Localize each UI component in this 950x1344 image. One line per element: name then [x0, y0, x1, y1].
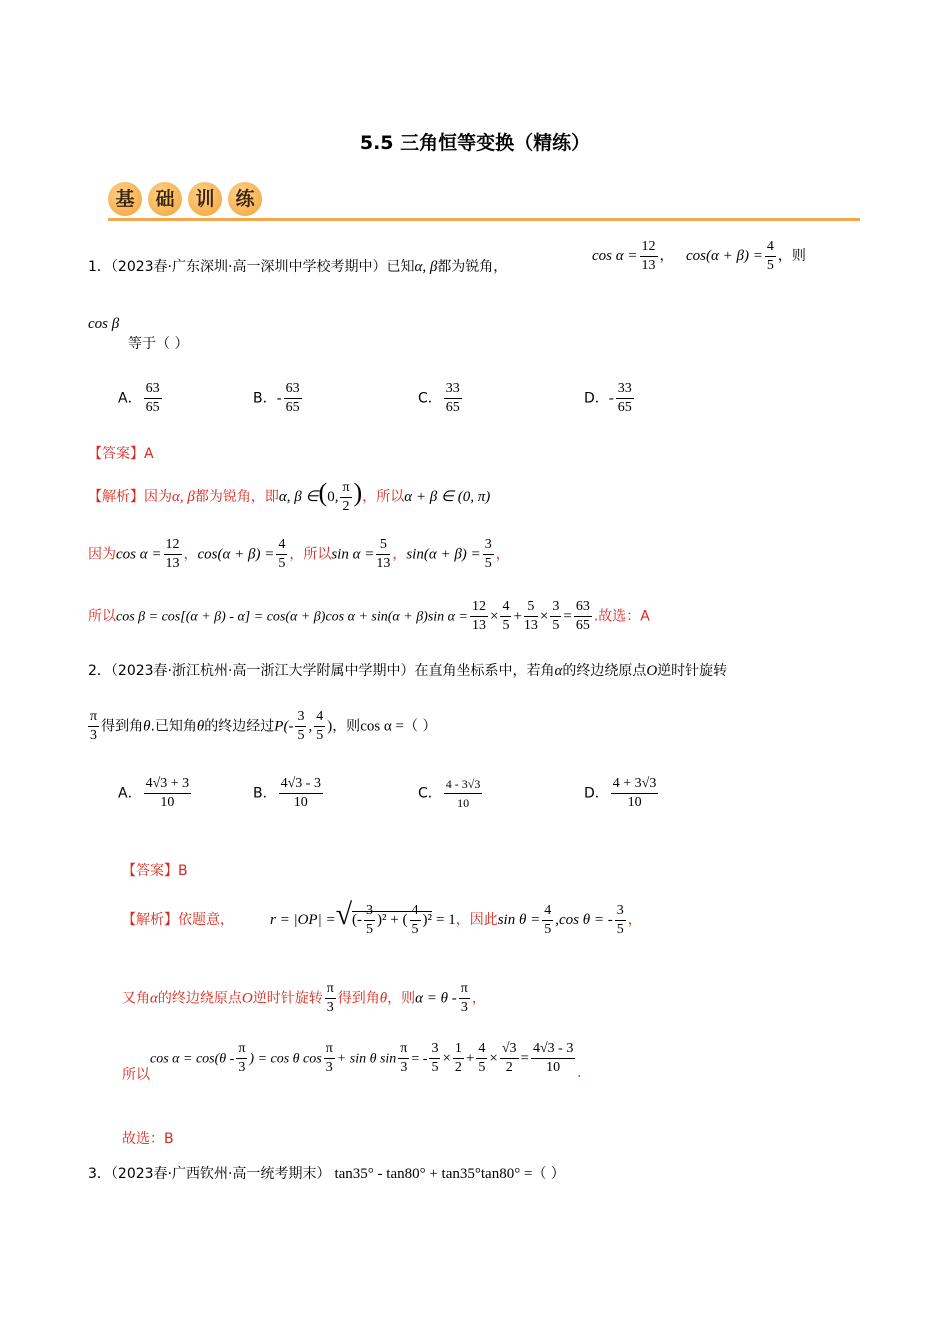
denominator: 2 [505, 1060, 513, 1075]
text: 都为锐角，即 [194, 489, 279, 505]
denominator: 65 [617, 400, 632, 415]
denominator: 5 [544, 921, 552, 937]
numerator: 4 [314, 708, 325, 727]
numerator: 63 [144, 380, 162, 399]
banner-char: 练 [228, 182, 262, 216]
denominator: 13 [376, 556, 391, 571]
denominator: 2 [342, 498, 350, 514]
q2-analysis-line1: 【解析】依题意， r = |OP| =√(- $\frac{3}{5}$ )² + ( $\frac{4}{5}$ )² = 1，因此sin θ = $\frac{4}{5}$ ,cos θ = - $\frac{3}{5}$ ， [122, 898, 642, 938]
text: ，则 [332, 718, 361, 735]
text: 逆时针旋转 [252, 990, 323, 1007]
denominator: 10 [627, 795, 642, 810]
fraction [444, 380, 462, 417]
denominator: 10 [457, 796, 470, 810]
option-label: A． [118, 785, 142, 802]
numerator: 12 [470, 598, 488, 617]
section-banner [108, 182, 268, 220]
text: 得到角 [337, 990, 380, 1007]
q2-stem-line1 [88, 660, 727, 680]
banner-char: 训 [188, 182, 222, 216]
denominator: 3 [400, 1060, 408, 1075]
numerator: 4 + 3√3 [611, 775, 659, 794]
denominator: 3 [90, 728, 98, 743]
fraction [640, 238, 658, 275]
question-source: （2023春·浙江杭州·高一浙江大学附属中学期中）在直角坐标系中，若角 [110, 663, 555, 679]
denominator: 65 [575, 618, 590, 633]
q1-cos-beta: cos β [88, 316, 120, 332]
sign: - [608, 390, 614, 407]
numerator: π [459, 980, 470, 999]
numerator: π [324, 1040, 335, 1059]
ask: （ ） [532, 1166, 565, 1182]
option-label: C． [418, 390, 442, 407]
numerator: 4 [500, 598, 511, 617]
numerator: 63 [284, 380, 302, 399]
numerator: 3 [550, 598, 561, 617]
numerator: 4 [476, 1040, 487, 1059]
q1-option-c[interactable] [418, 380, 464, 417]
fraction [144, 380, 162, 417]
option-label: B． [253, 785, 277, 802]
denominator: 5 [411, 922, 419, 938]
denominator: 5 [502, 618, 510, 633]
numerator: 33 [444, 380, 462, 399]
denominator: 13 [165, 556, 180, 571]
numerator: 3 [429, 1040, 440, 1059]
expr: ) = cos θ cos [249, 1051, 322, 1067]
denominator: 5 [297, 728, 305, 743]
q2-option-a[interactable] [118, 775, 193, 812]
analysis-label: 【解析】 [88, 489, 144, 505]
fraction [574, 598, 592, 635]
text: 的终边经过 [204, 718, 275, 735]
ask: （ ） [404, 718, 437, 735]
vars: α, β [414, 259, 438, 275]
fraction [470, 598, 488, 635]
numerator: 4√3 - 3 [531, 1040, 575, 1059]
text: ，因此 [455, 912, 498, 928]
q1-stem [88, 256, 507, 276]
numerator: 4√3 + 3 [144, 775, 192, 794]
q1-answer: 【答案】A [88, 446, 154, 462]
text: 的终边绕原点 [157, 990, 242, 1007]
denominator: 13 [641, 258, 656, 273]
denominator: 10 [546, 1060, 561, 1075]
numerator: 4 - 3√3 [444, 775, 483, 794]
numerator: 4√3 - 3 [279, 775, 323, 794]
var: O [646, 663, 658, 679]
q2-analysis-line2: 又角α的终边绕原点O逆时针旋转 $\frac{\pi}{3}$ 得到角θ，则α = θ - $\frac{\pi}{3}$ ， [122, 981, 486, 1015]
q1-cos-alpha-beta [686, 238, 806, 275]
numerator: 3 [615, 902, 626, 921]
text: ，所以 [362, 489, 405, 505]
expr: = 1 [436, 912, 456, 928]
banner-char: 础 [148, 182, 182, 216]
expr: cos α = [592, 247, 638, 264]
numerator: π [398, 1040, 409, 1059]
numerator: 63 [574, 598, 592, 617]
q1-option-a[interactable] [118, 380, 164, 417]
text: ，所以 [289, 546, 332, 563]
fraction [524, 598, 538, 635]
q1-option-b[interactable] [253, 380, 304, 417]
expr: α = θ - [415, 990, 457, 1007]
q1-cos-alpha: cos α = $\frac{12}{13}$ ， [592, 239, 674, 273]
expr: = - [411, 1051, 428, 1067]
fraction [550, 598, 561, 635]
text: 逆时针旋转 [657, 663, 728, 679]
expr: cos(α + β) = [197, 546, 275, 563]
question-number: 3． [88, 1166, 111, 1182]
question-number: 2． [88, 663, 111, 679]
expr: sin α = [331, 546, 375, 563]
denominator: 10 [160, 795, 175, 810]
denominator: 2 [454, 1060, 462, 1075]
denominator: 3 [325, 1060, 333, 1075]
fraction [88, 708, 99, 745]
question-number: 1． [88, 259, 111, 275]
question-source: （2023春·广西钦州·高一统考期末） [110, 1166, 331, 1182]
denominator: 3 [326, 1000, 334, 1015]
denominator: 5 [766, 258, 774, 273]
expr: cos(α + β) = [686, 247, 763, 264]
denominator: 5 [366, 922, 374, 938]
fraction [500, 598, 511, 635]
fraction [279, 775, 323, 812]
denominator: 5 [616, 921, 624, 937]
expr: 0, [327, 489, 339, 505]
analysis-label: 【解析】 [122, 912, 178, 928]
stem-text: ，则 [777, 247, 806, 264]
denominator: 5 [484, 556, 492, 571]
expr: sin(α + β) = [406, 546, 481, 563]
numerator: 4 [765, 238, 776, 257]
text: 的终边绕原点 [562, 663, 647, 679]
expr: + sin θ sin [336, 1051, 397, 1067]
section-divider [108, 218, 860, 221]
denominator: 65 [145, 400, 160, 415]
fraction [376, 536, 390, 573]
text: ，则 [387, 990, 416, 1007]
q2-option-c[interactable] [418, 775, 484, 812]
numerator: 12 [164, 536, 182, 555]
denominator: 5 [478, 1060, 486, 1075]
var: θ [196, 718, 205, 735]
expr: sin θ = [497, 912, 541, 928]
fraction [444, 775, 483, 812]
q3-stem [88, 1163, 565, 1183]
fraction [144, 775, 192, 812]
numerator: π [340, 479, 351, 498]
question-source: （2023春·广东深圳·高一深圳中学校考期中）已知 [110, 259, 415, 275]
numerator: 5 [376, 536, 390, 555]
numerator: 4 [410, 902, 421, 921]
expr: r = |OP| = [270, 912, 336, 928]
expr: cos θ = - [558, 912, 613, 928]
fraction [483, 536, 494, 573]
numerator: √3 [500, 1040, 519, 1059]
numerator: π [236, 1040, 247, 1059]
var: θ [379, 990, 388, 1007]
fraction [616, 380, 634, 417]
fraction [164, 536, 182, 573]
q1-analysis-line3: 所以cos β = cos[(α + β) - α] = cos(α + β)cos α + sin(α + β)sin α = $\frac{12}{13}$ × $\frac{4}{5}$ + $\frac{5}{13}$ × $\frac{3}{5}$ = $\frac{63}{65}$ .故选：A [88, 599, 650, 633]
option-label: C． [418, 785, 442, 802]
fraction [611, 775, 659, 812]
page-title: 5.5 三角恒等变换（精练） [359, 132, 591, 154]
text: .故选：A [593, 608, 650, 625]
banner-char: 基 [108, 182, 142, 216]
numerator: 3 [364, 902, 375, 921]
denominator: 5 [552, 618, 560, 633]
q2-option-d[interactable] [584, 775, 660, 812]
text: .已知角 [150, 718, 197, 735]
denominator: 5 [316, 728, 324, 743]
text: 所以 [88, 608, 116, 625]
numerator: 12 [640, 238, 658, 257]
q2-choose: 故选：B [122, 1131, 174, 1147]
option-label: D． [584, 785, 609, 802]
expr: tan35° - tan80° + tan35°tan80° = [334, 1166, 533, 1182]
expr: cos α = [116, 546, 162, 563]
option-label: D． [584, 390, 609, 407]
q2-stem-line2: $\frac{\pi}{3}$ 得到角θ.已知角θ的终边经过P(- $\frac{3}{5}$ , $\frac{4}{5}$ )，则cos α =（ ） [90, 709, 437, 743]
denominator: 3 [460, 1000, 468, 1015]
denominator: 65 [445, 400, 460, 415]
text: 又角 [122, 990, 150, 1007]
denominator: 5 [431, 1060, 439, 1075]
denominator: 3 [238, 1060, 246, 1075]
fraction [284, 380, 302, 417]
q1-analysis-line2: 因为cos α = $\frac{12}{13}$ ，cos(α + β) = $\frac{4}{5}$ ，所以sin α = $\frac{5}{13}$ ，sin(α + β) = $\frac{3}{5}$ ， [88, 537, 510, 571]
var: α [150, 990, 158, 1007]
text: 得到角 [101, 718, 144, 735]
numerator: 5 [524, 598, 538, 617]
numerator: 1 [453, 1040, 464, 1059]
text: 因为 [144, 489, 172, 505]
text: 依题意， [178, 912, 234, 928]
numerator: 3 [483, 536, 494, 555]
text: 所以 [122, 1066, 150, 1083]
q1-option-d[interactable] [584, 380, 636, 417]
expr: P(- [274, 718, 294, 735]
expr: α + β ∈ (0, π) [404, 489, 491, 505]
numerator: 4 [542, 902, 553, 921]
text: 因为 [88, 546, 116, 563]
q1-analysis-line1: 【解析】因为α, β都为锐角，即α, β ∈(0, $\frac{\pi}{2}$ )，所以α + β ∈ (0, π) [88, 478, 491, 514]
var: α [554, 663, 563, 679]
var: O [241, 990, 253, 1007]
denominator: 65 [285, 400, 300, 415]
expr: cos β = cos[(α + β) - α] = cos(α + β)cos α + sin(α + β)sin α = [116, 609, 468, 625]
q2-analysis-line3: 所以cos α = cos(θ - $\frac{\pi}{3}$ ) = cos θ cos $\frac{\pi}{3}$ + sin θ sin $\frac{\pi}{3}$ = - $\frac{3}{5}$ × $\frac{1}{2}$ + $\frac{4}{5}$ × $\frac{√3}{2}$ = $\frac{4√3 - 3}{10}$ . [122, 1041, 582, 1083]
q2-option-b[interactable] [253, 775, 325, 812]
stem-text: 都为锐角， [437, 259, 508, 275]
option-label: A． [118, 390, 142, 407]
numerator: 4 [276, 536, 287, 555]
fraction [276, 536, 287, 573]
q1-ask: 等于（ ） [128, 336, 189, 352]
expr: α, β ∈ [278, 489, 319, 505]
vars: α, β [172, 489, 195, 505]
numerator: π [325, 980, 336, 999]
fraction [765, 238, 776, 275]
fraction [314, 708, 325, 745]
numerator: 33 [616, 380, 634, 399]
denominator: 10 [293, 795, 308, 810]
denominator: 13 [523, 618, 538, 633]
fraction [295, 708, 306, 745]
option-label: B． [253, 390, 277, 407]
expr: cos α = cos(θ - [150, 1051, 235, 1067]
var: θ [143, 718, 151, 735]
fraction [340, 479, 351, 516]
q2-answer: 【答案】B [122, 863, 188, 879]
denominator: 5 [278, 556, 286, 571]
denominator: 13 [471, 618, 486, 633]
expr: cos α = [360, 718, 405, 735]
numerator: π [88, 708, 99, 727]
numerator: 3 [295, 708, 306, 727]
sign: - [276, 390, 282, 407]
